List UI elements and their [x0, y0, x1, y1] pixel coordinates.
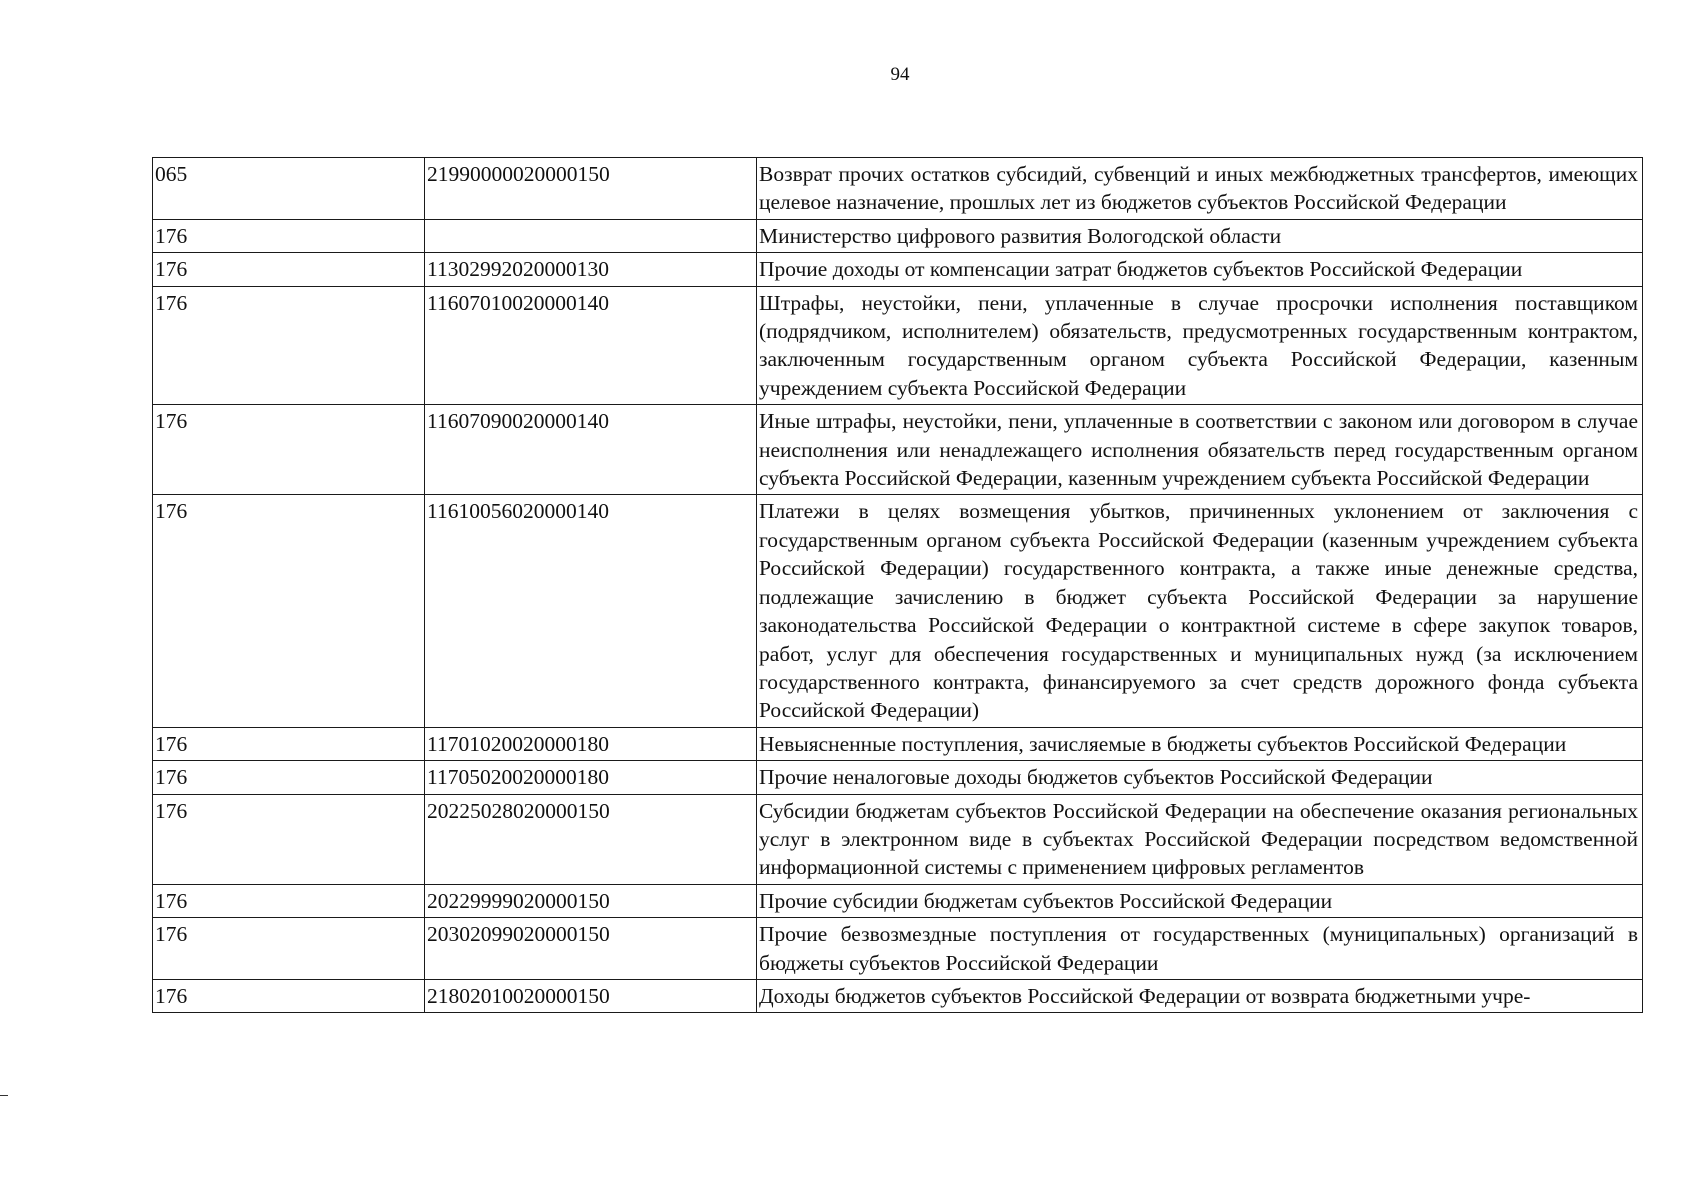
- description-cell: Невыясненные поступления, зачисляемые в бюджеты субъектов Российской Федерации: [757, 727, 1643, 760]
- description-cell: Прочие неналоговые доходы бюджетов субъектов Российской Федерации: [757, 761, 1643, 794]
- admin-code-cell: 176: [153, 727, 425, 760]
- description-cell: Прочие доходы от компенсации затрат бюджетов субъектов Российской Федерации: [757, 253, 1643, 286]
- income-code-cell: 11607010020000140: [425, 286, 757, 405]
- table-row: [153, 884, 1643, 917]
- income-code-cell: 11607090020000140: [425, 405, 757, 495]
- table-row: [153, 979, 1643, 1012]
- description-cell: Прочие безвозмездные поступления от государственных (муниципальных) организаций в бюджеты субъектов Российской Федерации: [757, 918, 1643, 980]
- income-code-cell: 20302099020000150: [425, 918, 757, 980]
- admin-code-cell: 176: [153, 219, 425, 252]
- income-code-cell: 21990000020000150: [425, 158, 757, 220]
- description-cell: Штрафы, неустойки, пени, уплаченные в случае просрочки исполнения поставщиком (подрядчиком, исполнителем) обязательств, предусмотренных государственным контрактом, заключенным государственным органом субъекта Российской Федерации, казенным учреждением субъекта Российской Федерации: [757, 286, 1643, 405]
- description-cell: Прочие субсидии бюджетам субъектов Российской Федерации: [757, 884, 1643, 917]
- description-cell: Платежи в целях возмещения убытков, причиненных уклонением от заключения с государственным органом субъекта Российской Федерации (казенным учреждением субъекта Российской Федерации) государственного контракта, а также иные денежные средства, подлежащие зачислению в бюджет субъекта Российской Федерации за нарушение законодательства Российской Федерации о контрактной системе в сфере закупок товаров, работ, услуг для обеспечения государственных и муниципальных нужд (за исключением государственного контракта, финансируемого за счет средств дорожного фонда субъекта Российской Федерации): [757, 495, 1643, 727]
- table-row: [153, 158, 1643, 220]
- table-row: [153, 761, 1643, 794]
- table-row: [153, 286, 1643, 405]
- income-code-cell: 20229999020000150: [425, 884, 757, 917]
- table-row: [153, 495, 1643, 727]
- admin-code-cell: 176: [153, 405, 425, 495]
- income-codes-table: [152, 157, 1643, 1013]
- income-code-cell: 11302992020000130: [425, 253, 757, 286]
- income-code-cell: 20225028020000150: [425, 794, 757, 884]
- margin-mark: [0, 1095, 8, 1096]
- admin-code-cell: 176: [153, 979, 425, 1012]
- admin-code-cell: 176: [153, 253, 425, 286]
- admin-code-cell: 176: [153, 918, 425, 980]
- income-code-cell: 11610056020000140: [425, 495, 757, 727]
- admin-code-cell: 176: [153, 794, 425, 884]
- description-cell: Доходы бюджетов субъектов Российской Федерации от возврата бюджетными учре-: [757, 979, 1643, 1012]
- income-code-cell: 11701020020000180: [425, 727, 757, 760]
- description-cell: Министерство цифрового развития Вологодской области: [757, 219, 1643, 252]
- table-row: [153, 405, 1643, 495]
- income-code-cell: 11705020020000180: [425, 761, 757, 794]
- description-cell: Субсидии бюджетам субъектов Российской Федерации на обеспечение оказания региональных услуг в электронном виде в субъектах Российской Федерации посредством ведомственной информационной системы с применением цифровых регламентов: [757, 794, 1643, 884]
- table-row: [153, 253, 1643, 286]
- income-code-cell: [425, 219, 757, 252]
- admin-code-cell: 176: [153, 884, 425, 917]
- table-row: [153, 727, 1643, 760]
- income-code-cell: 21802010020000150: [425, 979, 757, 1012]
- admin-code-cell: 176: [153, 761, 425, 794]
- description-cell: Возврат прочих остатков субсидий, субвенций и иных межбюджетных трансфертов, имеющих целевое назначение, прошлых лет из бюджетов субъектов Российской Федерации: [757, 158, 1643, 220]
- admin-code-cell: 176: [153, 495, 425, 727]
- table-row: [153, 219, 1643, 252]
- admin-code-cell: 065: [153, 158, 425, 220]
- admin-code-cell: 176: [153, 286, 425, 405]
- table-row: [153, 918, 1643, 980]
- page-number: 94: [890, 64, 910, 85]
- table-row: [153, 794, 1643, 884]
- description-cell: Иные штрафы, неустойки, пени, уплаченные в соответствии с законом или договором в случае неисполнения или ненадлежащего исполнения обязательств перед государственным органом субъекта Российской Федерации, казенным учреждением субъекта Российской Федерации: [757, 405, 1643, 495]
